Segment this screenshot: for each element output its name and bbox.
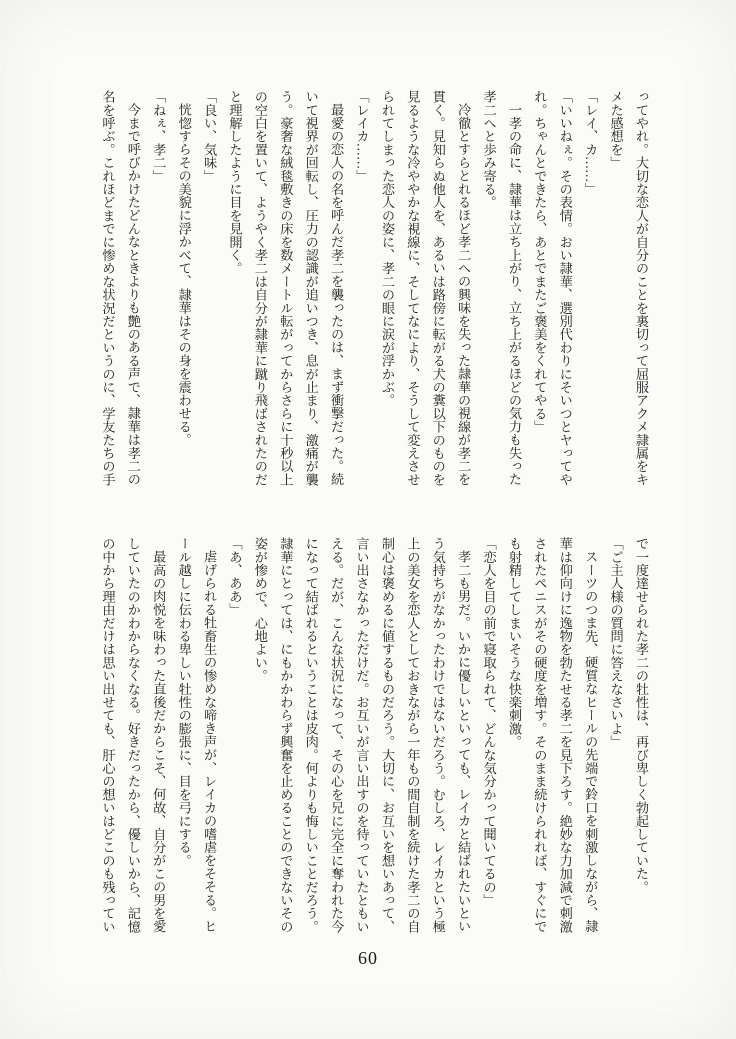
paragraph: スーツのつま先、硬質なヒールの先端で鈴口を刺激しながら、隷華は仰向けに逸物を勃たせる孝二を見下ろす。絶妙な力加減で刺激されたペニスがその硬度を増す。そのまま続けられれば、すぐにでも射精してしまいそうな快楽刺激。 <box>506 537 599 933</box>
paragraph: 「レイカ……」 <box>354 90 370 183</box>
paragraph: 虐げられる牡畜生の惨めな啼き声が、レイカの嗜虐をそそる。ヒール越しに伝わる卑しい牡性の膨張に、目を弓にする。 <box>176 537 218 933</box>
text-band-top <box>94 90 654 490</box>
paragraph: 「いいねぇ。その表情。おい隷華、選別代わりにそいつとヤってやれ。ちゃんとできたら、あとでまたご褒美をくれてやる」 <box>532 90 573 486</box>
paragraph: 今まで呼びかけたどんなときよりも艶のある声で、隷華は孝二の名を呼ぶ。これほどまでに惨めな状況だというのに、学友たちの手 <box>100 90 141 486</box>
paragraph: 「レイ、カ……」 <box>583 90 599 196</box>
paragraph: 「良い、気味」 <box>202 90 218 183</box>
paragraph: 最愛の恋人の名を呼んだ孝二を襲ったのは、まず衝撃だった。続いて視界が回転し、圧力の認識が追いつき、息が止まり、激痛が襲う。豪奢な絨毯敷きの床を数メートル転がってからさらに十秒以上の空白を置いて、ようやく孝二は自分が隷華に蹴り飛ばされたのだと理解したように目を見開く。 <box>227 90 345 486</box>
paragraph: 「ねぇ、孝二」 <box>151 90 167 183</box>
paragraph: 最高の肉悦を味わった直後だからこそ、何故、自分がこの男を愛していたのかわからなくなる。好きだったから、優しいから、記憶の中から理由だけは思い出せても、肝心の想いはどこのも残ってい <box>100 537 167 933</box>
paragraph: 一孝の命に、隷華は立ち上がり、立ち上がるほどの気力も失った孝二へと歩み寄る。 <box>481 90 522 486</box>
paragraph: ってやれ。大切な恋人が自分のことを裏切って屈服アクメ隷属をキメた感想を」 <box>608 90 649 486</box>
paragraph: 孝二も男だ。いかに優しいといっても、レイカと結ばれたいという気持ちがなかったわけではないだろう。むしろ、レイカという極上の美女を恋人としておきながら一年もの間自制を続けた孝二の自制心は褒めるに値するものだろう。大切に、お互いを想いあって、言い出さなかっただけだ。お互いが言い出すのを待っていたともいえる。だが、こんな状況になって、その心を兄に完全に奪われた今になって結ばれるということは皮肉。何よりも悔しいことだろう。隷華にとっては、にもかかわらず興奮を止めることのできないその姿が惨めで、心地よい。 <box>252 537 472 933</box>
paragraph: 冷徹とすらとれるほど孝二への興味を失った隷華の視線が孝二を貫く。見知らぬ他人を、あるいは路傍に転がる犬の糞以下のものを見るような冷ややかな視線に、そしてなにより、そうして変えさせられてしまった恋人の姿に、孝二の眼に涙が浮かぶ。 <box>379 90 472 486</box>
text-band-bottom <box>94 537 654 937</box>
paragraph: 恍惚すらその美貌に浮かべて、隷華はその身を震わせる。 <box>176 103 192 447</box>
paragraph: 「恋人を目の前で寝取られて、どんな気分かって聞いてるの」 <box>481 537 497 907</box>
paragraph: で一度達せられた孝二の牡性は、再び卑しく勃起していた。 <box>634 537 649 894</box>
paragraph: 「ご主人様の質問に答えなさいよ」 <box>608 537 624 749</box>
paragraph: 「あ、ああ」 <box>227 537 243 617</box>
page-number: 60 <box>358 948 378 968</box>
